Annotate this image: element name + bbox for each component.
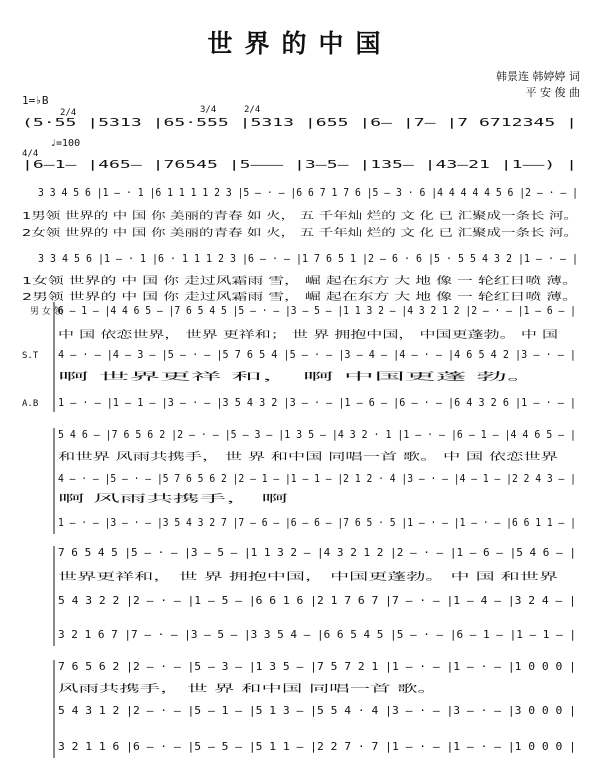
time-signature-3: 2/4 bbox=[244, 105, 261, 115]
verse-section bbox=[22, 186, 578, 303]
chorus-system-3 bbox=[54, 546, 576, 646]
chorus-system-1 bbox=[22, 302, 576, 412]
intro-line-1: (5·55 |5313 |65·555 |5313 |655 |6— |7— |7 6712345 | bbox=[22, 116, 577, 129]
song-title: 世界的中国 bbox=[207, 29, 393, 58]
lead-lyric-line: 和世界 风雨共携手， 世 界 和中国 同唱一首 歌。 中 国 依恋世界 bbox=[58, 452, 347, 463]
verse-melody-1: 3 3 4 5 6 |1 — · 1 |6 1 1 1 1 2 3 |5 — · — |6 6 7 1 7 6 |5 — 3 · 6 |4 4 4 4 4 5 6 |2 — · — | bbox=[38, 186, 578, 199]
lead-lyric-line: 风雨共携手， 世 界 和中国 同唱一首 歌。 bbox=[58, 684, 244, 695]
soprano-tenor-lyric: 啊 世界更祥 和， 啊 中国更蓬 勃。 bbox=[58, 372, 214, 383]
lead-melody-line: 5 4 6 — |7 6 5 6 2 |2 — · — |5 — 3 — |1 3 5 — |4 3 2 · 1 |1 — · — |6 — 1 — |4 4 6 5 — | bbox=[58, 428, 576, 441]
lead-melody-line: 6 — 1 — |4 4 6 5 — |7 6 5 4 5 |5 — · — |3 — 5 — |1 1 3 2 — |4 3 2 1 2 |2 — · — |1 — 6 — | bbox=[58, 304, 576, 317]
verse-melody-2: 3 3 4 5 6 |1 — · 1 |6 · 1 1 1 2 3 |6 — · — |1 7 6 5 1 |2 — 6 · 6 |5 · 5 5 4 3 2 |1 — · — | bbox=[38, 252, 578, 265]
soprano-tenor-line: 4 — · — |5 — · — |5 7 6 5 6 2 |2 — 1 — |1 — 1 — |2 1 2 · 4 |3 — · — |4 — 1 — |2 2 4 3 — | bbox=[58, 472, 576, 485]
alto-bass-label: A.B bbox=[22, 399, 39, 409]
time-signature-1: 2/4 bbox=[60, 108, 77, 118]
chorus-system-2 bbox=[54, 428, 576, 534]
soprano-tenor-line: 5 4 3 2 2 |2 — · — |1 — 5 — |6 6 1 6 |2 1 7 6 7 |7 — · — |1 — 4 — |3 2 4 — | bbox=[58, 594, 576, 607]
verse-lyric-2a: 1女领 世界的 中 国 你 走过风霜雨 雪， 崛 起在东方 大 地 像 一 轮红日喷 薄。 bbox=[22, 276, 373, 287]
lead-lyric-line: 中 国 依恋世界， 世界 更祥和； 世 界 拥抱中国， 中国更蓬勃。 中 国 bbox=[58, 330, 370, 341]
time-signature-2: 3/4 bbox=[200, 105, 217, 115]
lead-voice-label: 男 女 领 bbox=[30, 307, 63, 317]
soprano-tenor-line: 4 — · — |4 — 3 — |5 — · — |5 7 6 5 4 |5 — · — |3 — 4 — |4 — · — |4 6 5 4 2 |3 — · — | bbox=[58, 348, 576, 361]
chorus-system-4 bbox=[54, 660, 576, 758]
key-signature: 1=♭B bbox=[22, 94, 49, 107]
lead-melody-line: 7 6 5 6 2 |2 — · — |5 — 3 — |1 3 5 — |7 5 7 2 1 |1 — · — |1 — · — |1 0 0 0 | bbox=[58, 660, 576, 673]
time-signature-4: 4/4 bbox=[22, 149, 39, 159]
composer-credit: 平 安 俊 曲 bbox=[525, 86, 580, 99]
verse-lyric-2b: 2男领 世界的 中 国 你 走过风霜雨 雪， 崛 起在东方 大 地 像 一 轮红日喷 薄。 bbox=[22, 292, 373, 303]
lead-lyric-line: 世界更祥和， 世 界 拥抱中国， 中国更蓬勃。 中 国 和世界 bbox=[58, 572, 321, 583]
soprano-tenor-lyric: 啊 风雨共携手， 啊 bbox=[58, 494, 145, 505]
alto-bass-line: 3 2 1 6 7 |7 — · — |3 — 5 — |3 3 5 4 — |6 6 5 4 5 |5 — · — |6 — 1 — |1 — 1 — | bbox=[58, 628, 576, 641]
soprano-tenor-label: S.T bbox=[22, 351, 39, 361]
lyricist-credit: 韩景连 韩婷婷 词 bbox=[496, 70, 580, 83]
lead-melody-line: 7 6 5 4 5 |5 — · — |3 — 5 — |1 1 3 2 — |4 3 2 1 2 |2 — · — |1 — 6 — |5 4 6 — | bbox=[58, 546, 576, 559]
alto-bass-line: 3 2 1 1 6 |6 — · — |5 — 5 — |5 1 1 — |2 2 7 · 7 |1 — · — |1 — · — |1 0 0 0 | bbox=[58, 740, 576, 753]
verse-lyric-1a: 1男领 世界的 中 国 你 美丽的青春 如 火， 五 千年灿 烂的 文 化 已 汇聚成一条长 河。 bbox=[22, 211, 407, 222]
intro-line-2: |6—1— |465— |76545 |5——— |3—5— |135— |43—21 |1——) | bbox=[22, 158, 577, 171]
alto-bass-line: 1 — · — |3 — · — |3 5 4 3 2 7 |7 — 6 — |6 — 6 — |7 6 5 · 5 |1 — · — |1 — · — |6 6 1 1 — | bbox=[58, 516, 576, 529]
soprano-tenor-line: 5 4 3 1 2 |2 — · — |5 — 1 — |5 1 3 — |5 5 4 · 4 |3 — · — |3 — · — |3 0 0 0 | bbox=[58, 704, 576, 717]
verse-lyric-1b: 2女领 世界的 中 国 你 美丽的青春 如 火， 五 千年灿 烂的 文 化 已 汇聚成一条长 河。 bbox=[22, 228, 407, 239]
alto-bass-line: 1 — · — |1 — 1 — |3 — · — |3 5 4 3 2 |3 — · — |1 — 6 — |6 — · — |6 4 3 2 6 |1 — · — | bbox=[58, 396, 576, 409]
tempo-marking: ♩=100 bbox=[50, 138, 81, 149]
